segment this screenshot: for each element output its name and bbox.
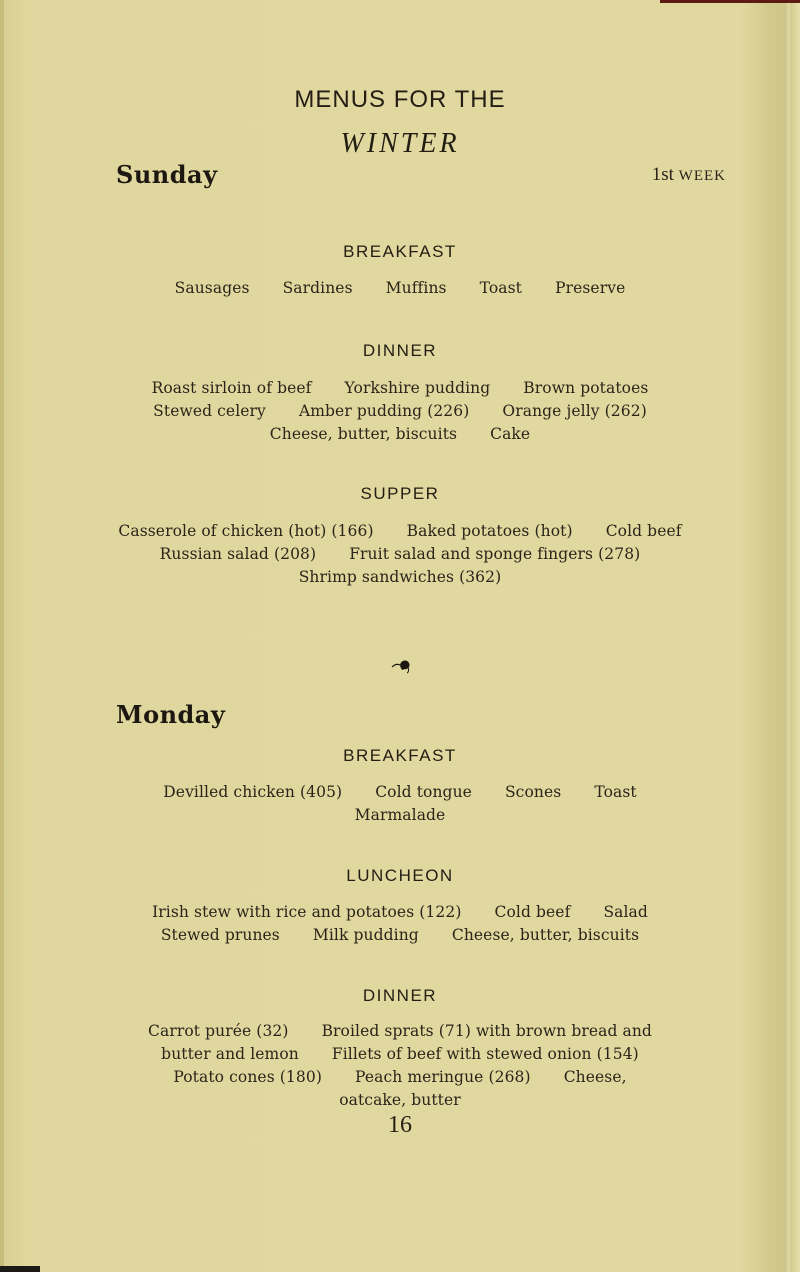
menu-item: Casserole of chicken (hot) (166) — [118, 522, 374, 540]
menu-item: Cheese, butter, biscuits — [451, 926, 640, 944]
menu-item: Amber pudding (226) — [298, 402, 470, 420]
menu-line — [0, 545, 800, 563]
meal-heading-dinner: DINNER — [362, 986, 438, 1005]
menu-item: Baked potatoes (hot) — [406, 522, 573, 540]
menu-item: Milk pudding — [312, 926, 419, 944]
menu-item: Devilled chicken (405) — [163, 783, 343, 801]
menu-item: Shrimp sandwiches (362) — [298, 568, 502, 586]
menu-item: Broiled sprats (71) with brown bread and — [321, 1022, 652, 1040]
menu-item: Preserve — [555, 279, 626, 297]
menu-item: Stewed prunes — [160, 926, 280, 944]
menu-item: Toast — [479, 279, 523, 297]
menu-line — [0, 1022, 800, 1040]
menu-item: Sardines — [282, 279, 353, 297]
menu-line — [0, 806, 800, 824]
menu-item: Brown potatoes — [523, 379, 649, 397]
page-title: MENUS FOR THE — [294, 86, 506, 113]
menu-line — [0, 926, 800, 944]
menu-line — [0, 522, 800, 540]
menu-line — [0, 402, 800, 420]
menu-item: Cold tongue — [375, 783, 472, 801]
meal-heading-breakfast: BREAKFAST — [343, 746, 457, 765]
menu-item: Toast — [594, 783, 637, 801]
menu-item: Russian salad (208) — [159, 545, 317, 563]
menu-item: Stewed celery — [153, 402, 266, 420]
binding-corner — [660, 0, 800, 3]
page-number: 16 — [388, 1112, 412, 1138]
menu-item: Cold beef — [494, 903, 571, 921]
menu-item: butter and lemon — [161, 1045, 299, 1063]
menu-item: Cheese, butter, biscuits — [269, 425, 458, 443]
menu-line — [0, 1045, 800, 1063]
day-heading-monday: Monday — [116, 700, 226, 729]
menu-line — [0, 379, 800, 397]
menu-item: Cake — [490, 425, 531, 443]
leaf-ornament-icon — [391, 658, 413, 674]
menu-line — [0, 1068, 800, 1086]
menu-item: Sausages — [174, 279, 250, 297]
menu-line — [0, 279, 800, 297]
menu-item: Fruit salad and sponge fingers (278) — [349, 545, 641, 563]
binding-corner-bottom — [0, 1266, 40, 1272]
menu-item: Potato cones (180) — [173, 1068, 322, 1086]
menu-line — [0, 783, 800, 801]
week-number: 1st — [651, 164, 674, 185]
menu-line — [0, 1091, 800, 1109]
meal-heading-supper: SUPPER — [360, 484, 440, 503]
menu-item: Cold beef — [605, 522, 682, 540]
menu-item: Cheese, — [563, 1068, 627, 1086]
menu-line — [0, 425, 800, 443]
menu-item: Irish stew with rice and potatoes (122) — [152, 903, 462, 921]
meal-heading-breakfast: BREAKFAST — [343, 242, 457, 261]
menu-item: Salad — [603, 903, 648, 921]
week-label — [652, 164, 726, 186]
menu-item: Peach meringue (268) — [355, 1068, 531, 1086]
menu-item: Orange jelly (262) — [502, 402, 647, 420]
menu-item: Fillets of beef with stewed onion (154) — [331, 1045, 639, 1063]
menu-item: oatcake, butter — [339, 1091, 461, 1109]
menu-item: Scones — [504, 783, 562, 801]
menu-item: Yorkshire pudding — [344, 379, 491, 397]
menu-item: Muffins — [385, 279, 447, 297]
menu-item: Carrot purée (32) — [148, 1022, 289, 1040]
day-heading-sunday: Sunday — [116, 160, 218, 189]
menu-line — [0, 568, 800, 586]
week-word: WEEK — [678, 168, 726, 184]
meal-heading-luncheon: LUNCHEON — [346, 866, 454, 885]
menu-item: Roast sirloin of beef — [151, 379, 312, 397]
meal-heading-dinner: DINNER — [362, 341, 438, 360]
menu-item: Marmalade — [354, 806, 446, 824]
menu-line — [0, 903, 800, 921]
season-title: WINTER — [340, 128, 460, 159]
